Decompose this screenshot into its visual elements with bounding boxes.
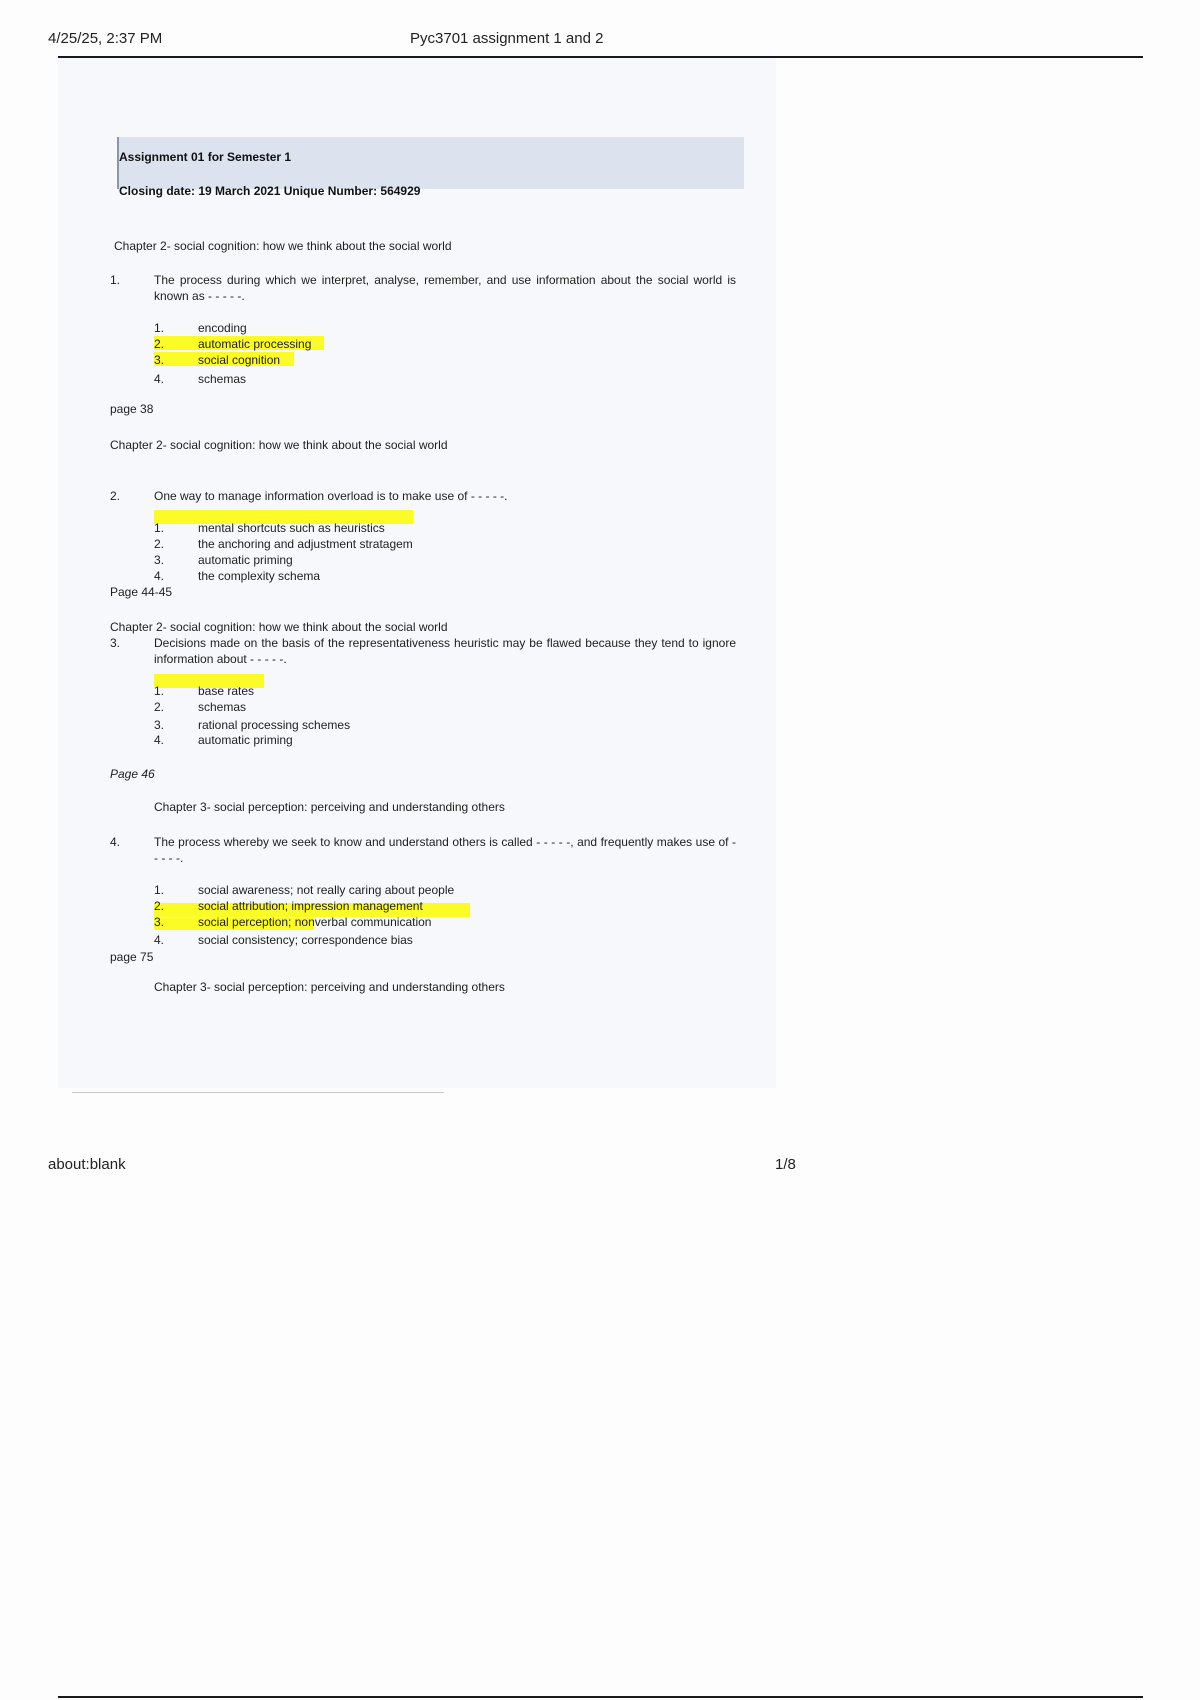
option-text: the anchoring and adjustment stratagem <box>198 537 413 551</box>
option-number: 4. <box>154 372 165 386</box>
option-text: mental shortcuts such as heuristics <box>198 521 385 535</box>
chapter-heading: Chapter 3- social perception: perceiving and understanding others <box>154 800 505 814</box>
question-text: The process during which we interpret, analyse, remember, and use information about the social world is known as - - - - -. <box>154 273 736 303</box>
chapter-heading: Chapter 2- social cognition: how we think about the social world <box>110 620 448 634</box>
question-text: Decisions made on the basis of the representativeness heuristic may be flawed because they tend to ignore information about - - - - -. <box>154 636 736 666</box>
question-number: 2. <box>110 489 121 503</box>
option-number: 4. <box>154 733 165 747</box>
option-number: 4. <box>154 569 165 583</box>
page-footnote-rule <box>72 1092 444 1093</box>
print-doc-title: Pyc3701 assignment 1 and 2 <box>410 30 604 47</box>
closing-info: Closing date: 19 March 2021 Unique Number: 564929 <box>119 184 421 198</box>
option-text: social perception; nonverbal communication <box>198 915 432 929</box>
option-text: automatic priming <box>198 553 293 567</box>
option-text: social awareness; not really caring about people <box>198 883 455 897</box>
option-text: social consistency; correspondence bias <box>198 933 413 947</box>
print-url: about:blank <box>48 1156 126 1173</box>
page-reference: page 38 <box>110 402 154 416</box>
option-number: 1. <box>154 883 165 897</box>
bottom-rule <box>58 1696 1143 1698</box>
option-number: 4. <box>154 933 165 947</box>
chapter-heading: Chapter 2- social cognition: how we think about the social world <box>114 239 452 253</box>
option-text: social attribution; impression management <box>198 899 423 913</box>
option-number: 1. <box>154 684 165 698</box>
option-text: schemas <box>198 700 247 714</box>
print-page-count: 1/8 <box>775 1156 796 1173</box>
question-number: 4. <box>110 835 121 849</box>
option-text: base rates <box>198 684 255 698</box>
option-text: schemas <box>198 372 247 386</box>
question-text: One way to manage information overload is to make use of - - - - -. <box>154 489 508 503</box>
option-text: automatic priming <box>198 733 293 747</box>
chapter-heading: Chapter 2- social cognition: how we think about the social world <box>110 438 448 452</box>
page-reference: Page 46 <box>110 767 155 781</box>
option-text: rational processing schemes <box>198 718 351 732</box>
option-number: 3. <box>154 553 165 567</box>
chapter-heading: Chapter 3- social perception: perceiving and understanding others <box>154 980 505 994</box>
option-number: 2. <box>154 700 165 714</box>
page-reference: Page 44-45 <box>110 585 173 599</box>
option-number: 1. <box>154 521 165 535</box>
assignment-title: Assignment 01 for Semester 1 <box>119 150 292 164</box>
print-datetime: 4/25/25, 2:37 PM <box>48 30 163 47</box>
option-number: 2. <box>154 337 165 351</box>
option-number: 2. <box>154 899 165 913</box>
option-text: automatic processing <box>198 337 312 351</box>
option-text: encoding <box>198 321 247 335</box>
option-text: social cognition <box>198 353 281 367</box>
page-reference: page 75 <box>110 950 154 964</box>
option-text: the complexity schema <box>198 569 321 583</box>
option-number: 3. <box>154 718 165 732</box>
option-number: 3. <box>154 353 165 367</box>
question-text: The process whereby we seek to know and understand others is called - - - - -, and frequently makes use of - - - - -. <box>154 835 736 865</box>
question-number: 3. <box>110 636 121 650</box>
option-number: 1. <box>154 321 165 335</box>
option-number: 3. <box>154 915 165 929</box>
document-page <box>58 58 776 1088</box>
option-number: 2. <box>154 537 165 551</box>
question-number: 1. <box>110 273 121 287</box>
